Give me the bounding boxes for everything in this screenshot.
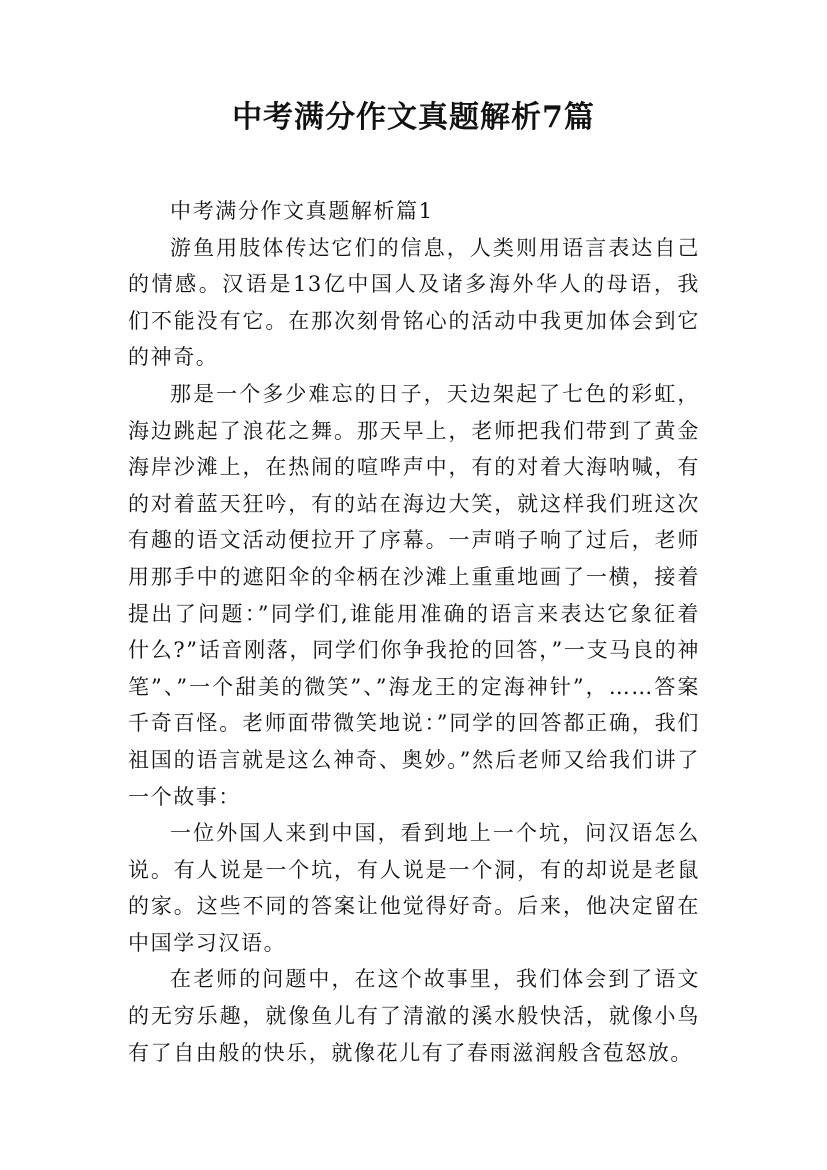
paragraph-2: 那是一个多少难忘的日子，天边架起了七色的彩虹，海边跳起了浪花之舞。那天早上，老师把我们带到了黄金海岸沙滩上，在热闹的喧哗声中，有的对着大海呐喊，有的对着蓝天狂吟，有的站在海边大笑，就这样我们班这次有趣的语文活动便拉开了序幕。一声哨子响了过后，老师用那手中的遮阳伞的伞柄在沙滩上重重地画了一横，接着提出了问题：”同学们,谁能用准确的语言来表达它象征着什么?”话音刚落，同学们你争我抢的回答，”一支马良的神笔”、”一个甜美的微笑”、”海龙王的定海神针”，……答案千奇百怪。老师面带微笑地说：”同学的回答都正确，我们祖国的语言就是这么神奇、奥妙。”然后老师又给我们讲了一个故事： [128,381,700,809]
document-body [128,193,700,1071]
section-heading: 中考满分作文真题解析篇1 [170,199,434,223]
paragraph-4: 在老师的问题中，在这个故事里，我们体会到了语文的无穷乐趣，就像鱼儿有了清澈的溪水般快活，就像小鸟有了自由般的快乐，就像花儿有了春雨滋润般含苞怒放。 [128,967,700,1065]
document-title: 中考满分作文真题解析7篇 [232,100,595,135]
paragraph-3: 一位外国人来到中国，看到地上一个坑，问汉语怎么说。有人说是一个坑，有人说是一个洞，有的却说是老鼠的家。这些不同的答案让他觉得好奇。后来，他决定留在中国学习汉语。 [128,821,700,955]
paragraph-1: 游鱼用肢体传达它们的信息，人类则用语言表达自己的情感。汉语是13亿中国人及诸多海外华人的母语，我们不能没有它。在那次刻骨铭心的活动中我更加体会到它的神奇。 [128,235,700,370]
